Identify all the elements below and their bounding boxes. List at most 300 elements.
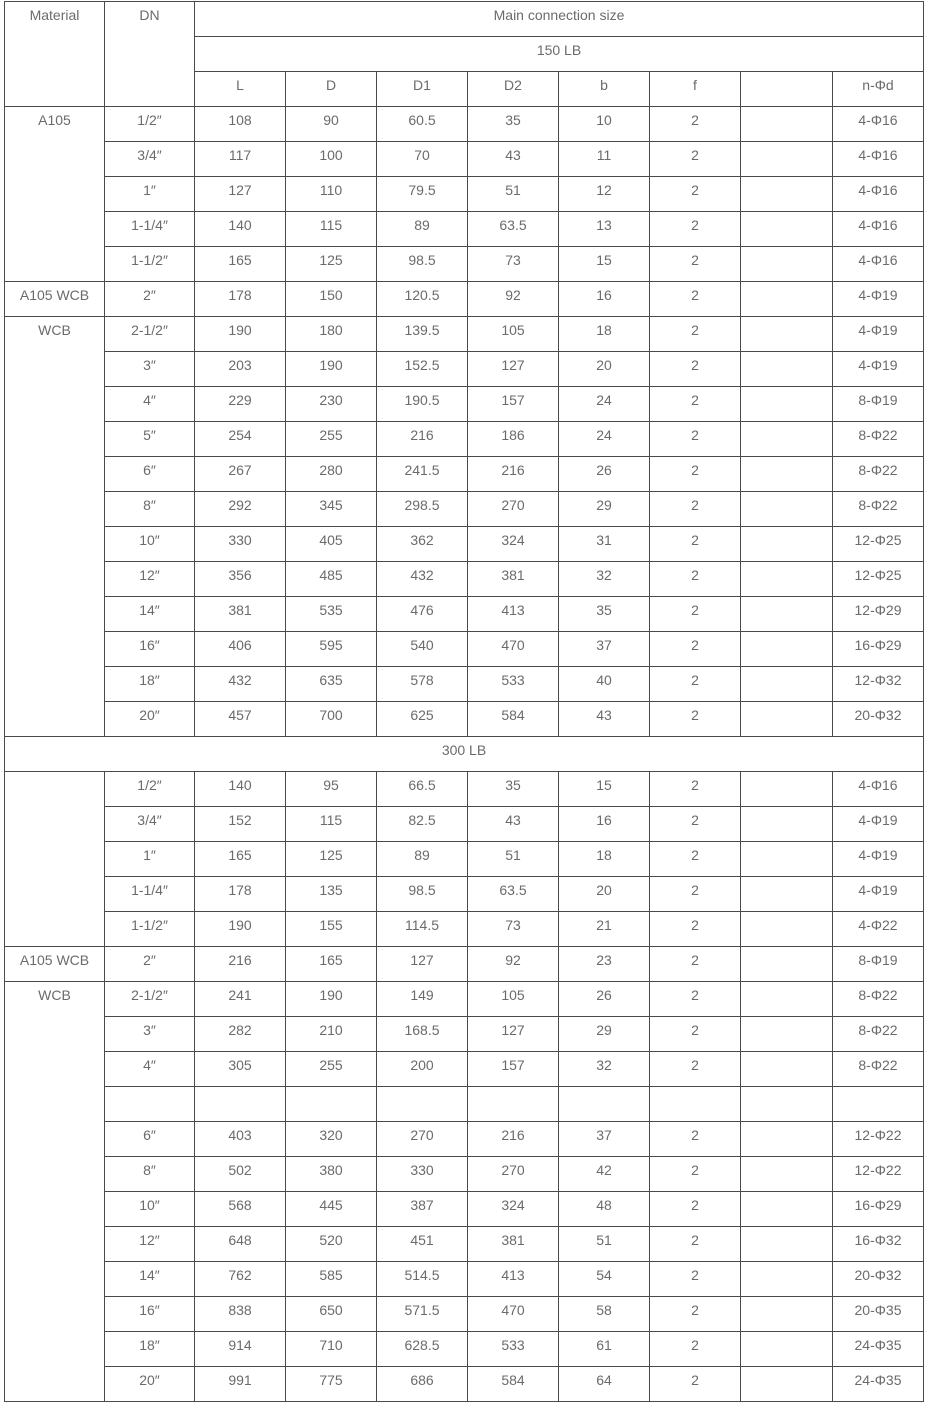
table-row <box>5 1332 924 1367</box>
dn-header: DN <box>105 2 195 107</box>
d2-cell: 413 <box>468 1262 559 1297</box>
f-cell: 2 <box>650 807 741 842</box>
column-header-f: f <box>650 72 741 107</box>
table-row <box>5 1122 924 1157</box>
b-cell: 51 <box>559 1227 650 1262</box>
l-cell: 140 <box>195 772 286 807</box>
table-row <box>5 1052 924 1087</box>
l-cell: 190 <box>195 912 286 947</box>
d-cell: 110 <box>286 177 377 212</box>
f-cell: 2 <box>650 1297 741 1332</box>
table-row <box>5 457 924 492</box>
d1-cell: 127 <box>377 947 468 982</box>
blank-cell <box>741 1297 833 1332</box>
dn-cell: 3″ <box>105 1017 195 1052</box>
d1-cell: 686 <box>377 1367 468 1402</box>
n-phi-d-cell: 4-Φ16 <box>833 212 924 247</box>
dn-cell: 10″ <box>105 527 195 562</box>
d-cell: 520 <box>286 1227 377 1262</box>
b-cell: 20 <box>559 352 650 387</box>
b-cell: 35 <box>559 597 650 632</box>
f-cell: 2 <box>650 212 741 247</box>
f-cell: 2 <box>650 1332 741 1367</box>
blank-cell <box>741 877 833 912</box>
l-cell: 140 <box>195 212 286 247</box>
d2-cell: 43 <box>468 142 559 177</box>
d1-cell: 82.5 <box>377 807 468 842</box>
l-cell: 838 <box>195 1297 286 1332</box>
l-cell: 914 <box>195 1332 286 1367</box>
f-cell: 2 <box>650 1262 741 1297</box>
l-cell: 305 <box>195 1052 286 1087</box>
n-phi-d-cell: 8-Φ22 <box>833 457 924 492</box>
f-cell: 2 <box>650 632 741 667</box>
blank-cell <box>741 772 833 807</box>
dn-cell: 1″ <box>105 842 195 877</box>
column-header-l: L <box>195 72 286 107</box>
blank-cell <box>741 632 833 667</box>
f-cell: 2 <box>650 1367 741 1402</box>
d2-cell: 105 <box>468 317 559 352</box>
blank-cell <box>741 702 833 737</box>
pressure-class-label: 150 LB <box>195 37 924 72</box>
f-cell: 2 <box>650 527 741 562</box>
blank-cell <box>741 107 833 142</box>
column-header-d1: D1 <box>377 72 468 107</box>
d-cell: 380 <box>286 1157 377 1192</box>
b-cell <box>559 1087 650 1122</box>
dn-cell: 2-1/2″ <box>105 317 195 352</box>
l-cell: 108 <box>195 107 286 142</box>
f-cell: 2 <box>650 982 741 1017</box>
d2-cell: 157 <box>468 1052 559 1087</box>
b-cell: 32 <box>559 562 650 597</box>
l-cell: 241 <box>195 982 286 1017</box>
f-cell: 2 <box>650 1122 741 1157</box>
l-cell: 203 <box>195 352 286 387</box>
dn-cell: 12″ <box>105 1227 195 1262</box>
blank-cell <box>741 1262 833 1297</box>
d1-cell: 120.5 <box>377 282 468 317</box>
table-row <box>5 1367 924 1402</box>
blank-cell <box>741 177 833 212</box>
dn-cell: 4″ <box>105 1052 195 1087</box>
blank-cell <box>741 282 833 317</box>
d2-cell: 270 <box>468 492 559 527</box>
table-row <box>5 527 924 562</box>
d2-cell: 533 <box>468 667 559 702</box>
blank-cell <box>741 387 833 422</box>
n-phi-d-cell: 12-Φ22 <box>833 1157 924 1192</box>
f-cell: 2 <box>650 1017 741 1052</box>
table-row <box>5 947 924 982</box>
blank-cell <box>741 317 833 352</box>
dn-cell: 1/2″ <box>105 107 195 142</box>
dn-cell: 3″ <box>105 352 195 387</box>
d1-cell: 330 <box>377 1157 468 1192</box>
n-phi-d-cell: 4-Φ22 <box>833 912 924 947</box>
d2-cell: 324 <box>468 1192 559 1227</box>
b-cell: 21 <box>559 912 650 947</box>
material-cell: A105 WCB <box>5 282 105 317</box>
b-cell: 18 <box>559 842 650 877</box>
f-cell: 2 <box>650 1227 741 1262</box>
d-cell: 180 <box>286 317 377 352</box>
d1-cell: 387 <box>377 1192 468 1227</box>
dn-cell: 18″ <box>105 667 195 702</box>
n-phi-d-cell <box>833 1087 924 1122</box>
d1-cell: 89 <box>377 842 468 877</box>
n-phi-d-cell: 4-Φ19 <box>833 807 924 842</box>
material-cell: A105 WCB <box>5 947 105 982</box>
pressure-class-label: 300 LB <box>5 737 924 772</box>
b-cell: 43 <box>559 702 650 737</box>
table-row <box>5 667 924 702</box>
l-cell: 648 <box>195 1227 286 1262</box>
d-cell: 190 <box>286 352 377 387</box>
n-phi-d-cell: 4-Φ16 <box>833 177 924 212</box>
d2-cell: 92 <box>468 947 559 982</box>
blank-cell <box>741 352 833 387</box>
d-cell: 405 <box>286 527 377 562</box>
blank-cell <box>741 1157 833 1192</box>
table-row <box>5 1157 924 1192</box>
l-cell: 330 <box>195 527 286 562</box>
d-cell: 135 <box>286 877 377 912</box>
n-phi-d-cell: 4-Φ16 <box>833 142 924 177</box>
dn-cell <box>105 1087 195 1122</box>
l-cell: 292 <box>195 492 286 527</box>
d2-cell: 381 <box>468 1227 559 1262</box>
d1-cell: 98.5 <box>377 247 468 282</box>
d1-cell: 149 <box>377 982 468 1017</box>
d1-cell: 362 <box>377 527 468 562</box>
dn-cell: 2″ <box>105 282 195 317</box>
d-cell: 320 <box>286 1122 377 1157</box>
table-row <box>5 597 924 632</box>
d-cell: 255 <box>286 422 377 457</box>
blank-cell <box>741 562 833 597</box>
column-header-n-phi-d: n-Φd <box>833 72 924 107</box>
dn-cell: 12″ <box>105 562 195 597</box>
dn-cell: 20″ <box>105 1367 195 1402</box>
d-cell: 210 <box>286 1017 377 1052</box>
f-cell: 2 <box>650 282 741 317</box>
d2-cell: 186 <box>468 422 559 457</box>
d-cell: 125 <box>286 842 377 877</box>
table-row <box>5 247 924 282</box>
dn-cell: 3/4″ <box>105 142 195 177</box>
d-cell: 345 <box>286 492 377 527</box>
blank-cell <box>741 212 833 247</box>
d1-cell: 514.5 <box>377 1262 468 1297</box>
n-phi-d-cell: 4-Φ19 <box>833 877 924 912</box>
n-phi-d-cell: 12-Φ32 <box>833 667 924 702</box>
blank-cell <box>741 842 833 877</box>
f-cell: 2 <box>650 1157 741 1192</box>
b-cell: 20 <box>559 877 650 912</box>
b-cell: 37 <box>559 1122 650 1157</box>
table-row <box>5 562 924 597</box>
d2-cell: 127 <box>468 352 559 387</box>
l-cell: 152 <box>195 807 286 842</box>
f-cell: 2 <box>650 142 741 177</box>
blank-cell <box>741 492 833 527</box>
d2-cell: 63.5 <box>468 212 559 247</box>
b-cell: 31 <box>559 527 650 562</box>
b-cell: 48 <box>559 1192 650 1227</box>
d-cell <box>286 1087 377 1122</box>
d1-cell: 152.5 <box>377 352 468 387</box>
d2-cell: 51 <box>468 842 559 877</box>
n-phi-d-cell: 4-Φ16 <box>833 107 924 142</box>
dn-cell: 1-1/4″ <box>105 877 195 912</box>
d1-cell: 540 <box>377 632 468 667</box>
l-cell: 216 <box>195 947 286 982</box>
d2-cell: 533 <box>468 1332 559 1367</box>
column-header-blank <box>741 72 833 107</box>
n-phi-d-cell: 8-Φ19 <box>833 387 924 422</box>
d2-cell: 584 <box>468 702 559 737</box>
n-phi-d-cell: 4-Φ19 <box>833 842 924 877</box>
table-body <box>5 2 924 1402</box>
n-phi-d-cell: 24-Φ35 <box>833 1332 924 1367</box>
n-phi-d-cell: 4-Φ19 <box>833 282 924 317</box>
table-row <box>5 772 924 807</box>
dn-cell: 14″ <box>105 1262 195 1297</box>
b-cell: 16 <box>559 807 650 842</box>
d2-cell: 324 <box>468 527 559 562</box>
d1-cell <box>377 1087 468 1122</box>
blank-cell <box>741 247 833 282</box>
l-cell: 991 <box>195 1367 286 1402</box>
header-row-main <box>5 2 924 37</box>
b-cell: 26 <box>559 982 650 1017</box>
d-cell: 485 <box>286 562 377 597</box>
table-row <box>5 352 924 387</box>
d-cell: 115 <box>286 807 377 842</box>
b-cell: 64 <box>559 1367 650 1402</box>
d-cell: 255 <box>286 1052 377 1087</box>
table-row <box>5 142 924 177</box>
d-cell: 710 <box>286 1332 377 1367</box>
d2-cell: 35 <box>468 107 559 142</box>
table-row <box>5 877 924 912</box>
table-row <box>5 1192 924 1227</box>
l-cell: 165 <box>195 247 286 282</box>
dn-cell: 10″ <box>105 1192 195 1227</box>
d-cell: 585 <box>286 1262 377 1297</box>
d-cell: 595 <box>286 632 377 667</box>
b-cell: 37 <box>559 632 650 667</box>
b-cell: 15 <box>559 247 650 282</box>
table-row <box>5 1017 924 1052</box>
d2-cell: 216 <box>468 1122 559 1157</box>
dn-cell: 20″ <box>105 702 195 737</box>
blank-cell <box>741 1052 833 1087</box>
d1-cell: 89 <box>377 212 468 247</box>
f-cell: 2 <box>650 912 741 947</box>
d1-cell: 216 <box>377 422 468 457</box>
d2-cell: 51 <box>468 177 559 212</box>
b-cell: 29 <box>559 492 650 527</box>
d1-cell: 200 <box>377 1052 468 1087</box>
column-header-d2: D2 <box>468 72 559 107</box>
b-cell: 13 <box>559 212 650 247</box>
n-phi-d-cell: 4-Φ19 <box>833 352 924 387</box>
b-cell: 11 <box>559 142 650 177</box>
table-row <box>5 632 924 667</box>
b-cell: 42 <box>559 1157 650 1192</box>
table-row <box>5 387 924 422</box>
n-phi-d-cell: 12-Φ25 <box>833 562 924 597</box>
b-cell: 26 <box>559 457 650 492</box>
d2-cell: 92 <box>468 282 559 317</box>
dn-cell: 14″ <box>105 597 195 632</box>
d-cell: 650 <box>286 1297 377 1332</box>
table-row <box>5 1087 924 1122</box>
l-cell <box>195 1087 286 1122</box>
f-cell: 2 <box>650 1052 741 1087</box>
d1-cell: 625 <box>377 702 468 737</box>
f-cell: 2 <box>650 422 741 457</box>
d2-cell: 35 <box>468 772 559 807</box>
d-cell: 190 <box>286 982 377 1017</box>
d1-cell: 60.5 <box>377 107 468 142</box>
f-cell: 2 <box>650 107 741 142</box>
table-row <box>5 702 924 737</box>
b-cell: 24 <box>559 387 650 422</box>
blank-cell <box>741 1367 833 1402</box>
column-header-d: D <box>286 72 377 107</box>
d2-cell: 63.5 <box>468 877 559 912</box>
l-cell: 403 <box>195 1122 286 1157</box>
d2-cell: 270 <box>468 1157 559 1192</box>
d1-cell: 628.5 <box>377 1332 468 1367</box>
dn-cell: 3/4″ <box>105 807 195 842</box>
b-cell: 54 <box>559 1262 650 1297</box>
n-phi-d-cell: 12-Φ22 <box>833 1122 924 1157</box>
dn-cell: 8″ <box>105 492 195 527</box>
n-phi-d-cell: 20-Φ32 <box>833 702 924 737</box>
d-cell: 635 <box>286 667 377 702</box>
l-cell: 282 <box>195 1017 286 1052</box>
d-cell: 115 <box>286 212 377 247</box>
b-cell: 16 <box>559 282 650 317</box>
d1-cell: 66.5 <box>377 772 468 807</box>
blank-cell <box>741 597 833 632</box>
f-cell: 2 <box>650 667 741 702</box>
d1-cell: 451 <box>377 1227 468 1262</box>
blank-cell <box>741 1227 833 1262</box>
d-cell: 95 <box>286 772 377 807</box>
l-cell: 406 <box>195 632 286 667</box>
n-phi-d-cell: 20-Φ32 <box>833 1262 924 1297</box>
d1-cell: 70 <box>377 142 468 177</box>
d-cell: 280 <box>286 457 377 492</box>
dn-cell: 6″ <box>105 457 195 492</box>
f-cell: 2 <box>650 842 741 877</box>
d-cell: 125 <box>286 247 377 282</box>
d1-cell: 98.5 <box>377 877 468 912</box>
table-row <box>5 177 924 212</box>
table-row <box>5 212 924 247</box>
blank-cell <box>741 142 833 177</box>
dn-cell: 8″ <box>105 1157 195 1192</box>
d-cell: 150 <box>286 282 377 317</box>
d2-cell: 43 <box>468 807 559 842</box>
table-row <box>5 1262 924 1297</box>
f-cell: 2 <box>650 597 741 632</box>
dn-cell: 5″ <box>105 422 195 457</box>
table-row <box>5 807 924 842</box>
l-cell: 117 <box>195 142 286 177</box>
flange-dimension-table <box>4 1 924 1402</box>
l-cell: 502 <box>195 1157 286 1192</box>
dn-cell: 2″ <box>105 947 195 982</box>
blank-cell <box>741 1017 833 1052</box>
blank-cell <box>741 1087 833 1122</box>
blank-cell <box>741 807 833 842</box>
l-cell: 432 <box>195 667 286 702</box>
n-phi-d-cell: 8-Φ22 <box>833 492 924 527</box>
blank-cell <box>741 457 833 492</box>
n-phi-d-cell: 12-Φ29 <box>833 597 924 632</box>
d-cell: 90 <box>286 107 377 142</box>
l-cell: 190 <box>195 317 286 352</box>
material-cell: WCB <box>5 982 105 1402</box>
d1-cell: 190.5 <box>377 387 468 422</box>
dn-cell: 1/2″ <box>105 772 195 807</box>
n-phi-d-cell: 8-Φ22 <box>833 1052 924 1087</box>
d1-cell: 432 <box>377 562 468 597</box>
f-cell: 2 <box>650 772 741 807</box>
table-row <box>5 842 924 877</box>
l-cell: 267 <box>195 457 286 492</box>
l-cell: 457 <box>195 702 286 737</box>
d1-cell: 114.5 <box>377 912 468 947</box>
dn-cell: 1-1/4″ <box>105 212 195 247</box>
dn-cell: 6″ <box>105 1122 195 1157</box>
n-phi-d-cell: 24-Φ35 <box>833 1367 924 1402</box>
n-phi-d-cell: 4-Φ19 <box>833 317 924 352</box>
d2-cell: 73 <box>468 247 559 282</box>
d1-cell: 139.5 <box>377 317 468 352</box>
table-row <box>5 912 924 947</box>
d1-cell: 571.5 <box>377 1297 468 1332</box>
n-phi-d-cell: 4-Φ16 <box>833 772 924 807</box>
table-row <box>5 492 924 527</box>
blank-cell <box>741 1122 833 1157</box>
f-cell: 2 <box>650 352 741 387</box>
d-cell: 155 <box>286 912 377 947</box>
d2-cell: 105 <box>468 982 559 1017</box>
b-cell: 61 <box>559 1332 650 1367</box>
d2-cell <box>468 1087 559 1122</box>
n-phi-d-cell: 16-Φ29 <box>833 632 924 667</box>
f-cell: 2 <box>650 877 741 912</box>
d2-cell: 127 <box>468 1017 559 1052</box>
d1-cell: 298.5 <box>377 492 468 527</box>
blank-cell <box>741 1192 833 1227</box>
l-cell: 165 <box>195 842 286 877</box>
d-cell: 230 <box>286 387 377 422</box>
l-cell: 568 <box>195 1192 286 1227</box>
blank-cell <box>741 667 833 702</box>
l-cell: 356 <box>195 562 286 597</box>
d1-cell: 241.5 <box>377 457 468 492</box>
dn-cell: 1-1/2″ <box>105 247 195 282</box>
